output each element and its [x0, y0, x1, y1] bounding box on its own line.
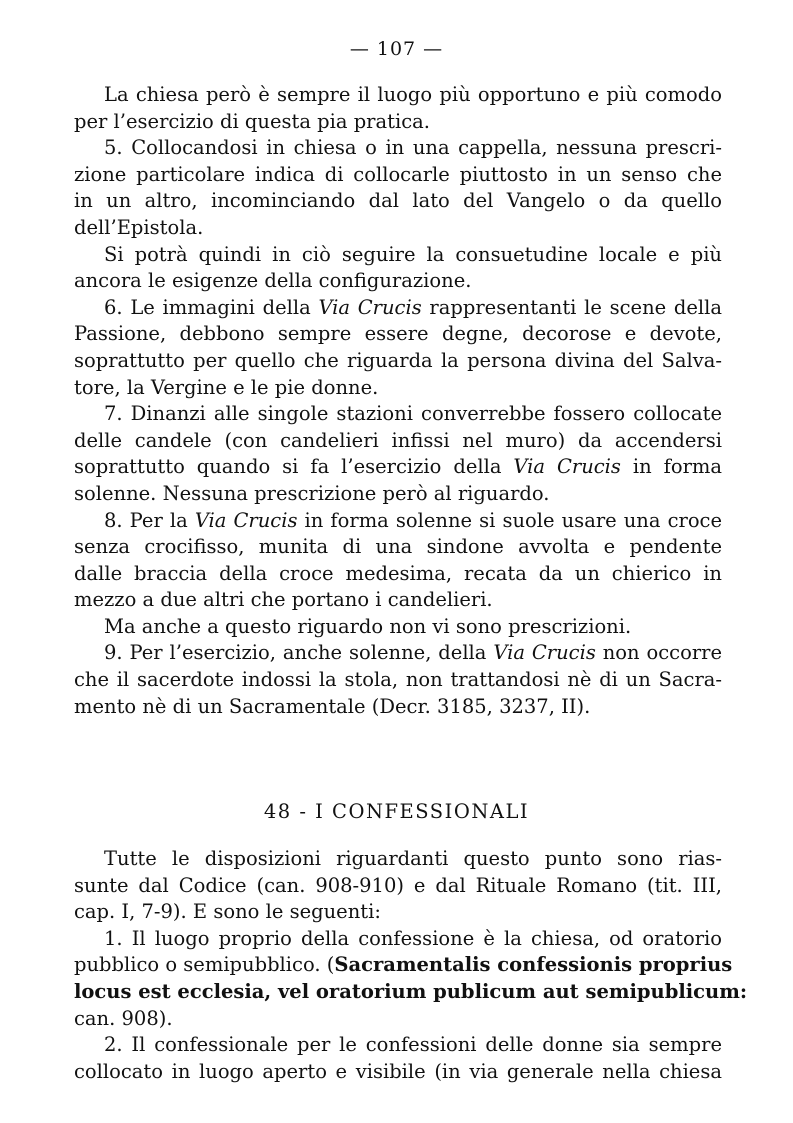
text-line: Si potrà quindi in ciò seguire la consuetudine locale e più: [104, 242, 722, 266]
text-line: tore, la Vergine e le pie donne.: [74, 375, 379, 399]
text-line: 1. Il luogo proprio della confessione è la chiesa, od oratorio: [104, 926, 722, 950]
body-text-top: [74, 82, 722, 720]
page-number: — 107 —: [349, 38, 444, 60]
text-line: che il sacerdote indossi la stola, non trattandosi nè di un Sacra-: [74, 668, 722, 692]
text-line: zione particolare indica di collocarle piuttosto in un senso che: [74, 162, 722, 186]
text-line: 5. Collocandosi in chiesa o in una cappella, nessuna prescri-: [104, 136, 722, 160]
text-line: locus est ecclesia, vel oratorium publicum aut semipublicum:: [74, 979, 748, 1003]
section-heading: 48 - I CONFESSIONALI: [263, 800, 530, 823]
text-line: Tutte le disposizioni riguardanti questo punto sono rias-: [104, 847, 722, 870]
text-line: mezzo a due altri che portano i candelieri.: [74, 588, 493, 612]
text-line: soprattutto quando si fa l’esercizio della Via Crucis in forma: [74, 455, 723, 479]
text-line: can. 908).: [74, 1006, 173, 1030]
text-line: senza crocifisso, munita di una sindone avvolta e pendente: [74, 535, 722, 559]
text-line: dell’Epistola.: [74, 215, 204, 239]
text-line: in un altro, incominciando dal lato del Vangelo o da quello: [74, 189, 722, 213]
text-line: Passione, debbono sempre essere degne, decorose e devote,: [74, 322, 722, 346]
text-line: 9. Per l’esercizio, anche solenne, della Via Crucis non occorre: [104, 641, 723, 665]
text-line: La chiesa però è sempre il luogo più opportuno e più comodo: [104, 83, 722, 106]
text-line: solenne. Nessuna prescrizione però al riguardo.: [74, 481, 550, 505]
text-line: 6. Le immagini della Via Crucis rappresentanti le scene della: [104, 295, 723, 319]
text-line: sunte dal Codice (can. 908-910) e dal Rituale Romano (tit. III,: [74, 873, 722, 897]
text-line: soprattutto per quello che riguarda la persona divina del Salva-: [74, 348, 722, 372]
text-line: collocato in luogo aperto e visibile (in via generale nella chiesa: [74, 1059, 722, 1083]
text-line: Ma anche a questo riguardo non vi sono prescrizioni.: [104, 614, 632, 638]
text-line: dalle braccia della croce medesima, recata da un chierico in: [74, 561, 722, 585]
body-text-bottom: [74, 846, 748, 1085]
text-line: 7. Dinanzi alle singole stazioni converrebbe fossero collocate: [104, 402, 722, 426]
text-line: 8. Per la Via Crucis in forma solenne si suole usare una croce: [104, 508, 723, 532]
text-line: 2. Il confessionale per le confessioni delle donne sia sempre: [104, 1033, 722, 1057]
text-line: mento nè di un Sacramentale (Decr. 3185, 3237, II).: [74, 694, 591, 718]
text-line: cap. I, 7-9). E sono le seguenti:: [74, 900, 381, 924]
text-line: per l’esercizio di questa pia pratica.: [74, 109, 430, 133]
text-line: pubblico o semipubblico. (Sacramentalis confessionis proprius: [74, 953, 733, 977]
text-line: ancora le esigenze della configurazione.: [74, 269, 472, 293]
text-line: delle candele (con candelieri infissi nel muro) da accendersi: [74, 428, 722, 452]
